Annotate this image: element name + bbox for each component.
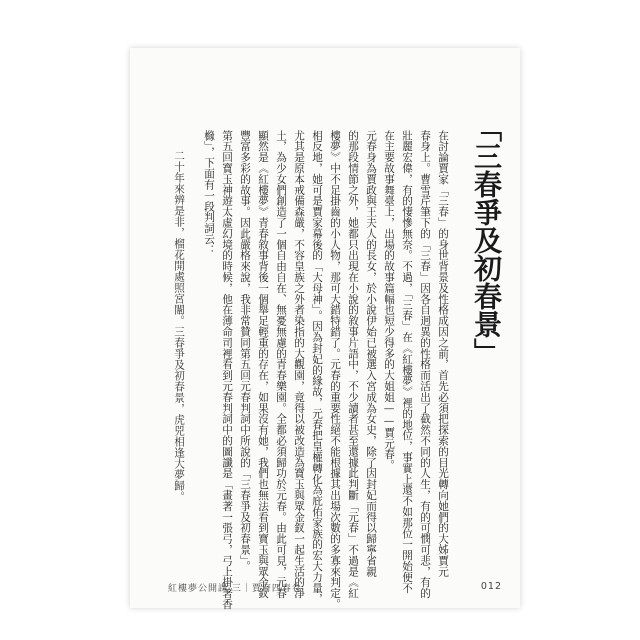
body-column: 尤其是原本戒備森嚴，不容皇族之外者染指的大觀園，竟得以被改造為寶玉與眾金釵一起生活的淨 <box>293 130 305 599</box>
body-column: 櫞」，下面有一段判詞云： <box>203 130 215 256</box>
footer-series-title: 紅樓夢公開課 三｜賈府四春卷 <box>168 584 302 594</box>
body-column: 春身上。曹雪芹筆下的「三春」因各自迥異的性格而活出了截然不同的人生，有的可憫可悲，有的 <box>419 130 431 599</box>
body-column: 顯然是《紅樓夢》青春敘事背後一個舉足輕重的存在，如果沒有她，我們也無法看到寶玉與眾金釵 <box>257 130 269 599</box>
page-footer <box>136 581 514 593</box>
body-column: 相反地，她可是賈家幕後的「大母神」。因為封妃的緣故，元春把皇權轉化為庇佑家族的宏大力量， <box>311 130 323 605</box>
book-page <box>130 48 520 608</box>
page-number: 012 <box>480 581 502 592</box>
body-column: 土，為少女們創造了一個自由自在、無憂無慮的青春樂園。全都必須歸功於元春。由此可見，元春 <box>275 130 287 599</box>
body-column: 在討論賈家「三春」的身世背景及性格成因之前，首先必須把探索的目光轉向她們的大姊賈元 <box>437 130 449 577</box>
body-column: 壯麗宏偉，有的悽慘無奈。不過，「三春」在《紅樓夢》裡的地位，事實上還不如那位一開始便不 <box>401 130 413 594</box>
body-column: 樓夢》中不足掛齒的小人物，那可大錯特錯了。元春的重要性絕不能根據其出場次數的多寡來判定。 <box>329 130 341 610</box>
body-column: 豐富多彩的故事。因此嚴格來說，我非常贊同第五回元春判詞中所說的「三春爭及初春景」。 <box>239 130 251 572</box>
body-column: 在主要故事舞臺上，出場的故事篇幅也短少得多的大姐姐——賈元春。 <box>383 130 395 471</box>
poem-column: 二十年來辨是非，榴花開處照宮闈。三春爭及初春景，虎兕相逢大夢歸。 <box>173 150 185 502</box>
chapter-title: 「三春爭及初春景」 <box>470 114 503 366</box>
body-column: 元春身為賈政與王夫人的長女，於小說伊始已被選入宮成為女史，除了因封妃而得以歸寧省親 <box>365 130 377 577</box>
body-column: 第五回寶玉神遊太虛幻境的時候，他在薄命司裡看到元春判詞中的圖讖是「畫著一張弓，弓上掛著香 <box>221 130 233 610</box>
body-column: 的那段情節之外，她都只出現在小說的敘事片語中，不少讀者甚至還據此判斷「元春」不過是《紅 <box>347 130 359 599</box>
